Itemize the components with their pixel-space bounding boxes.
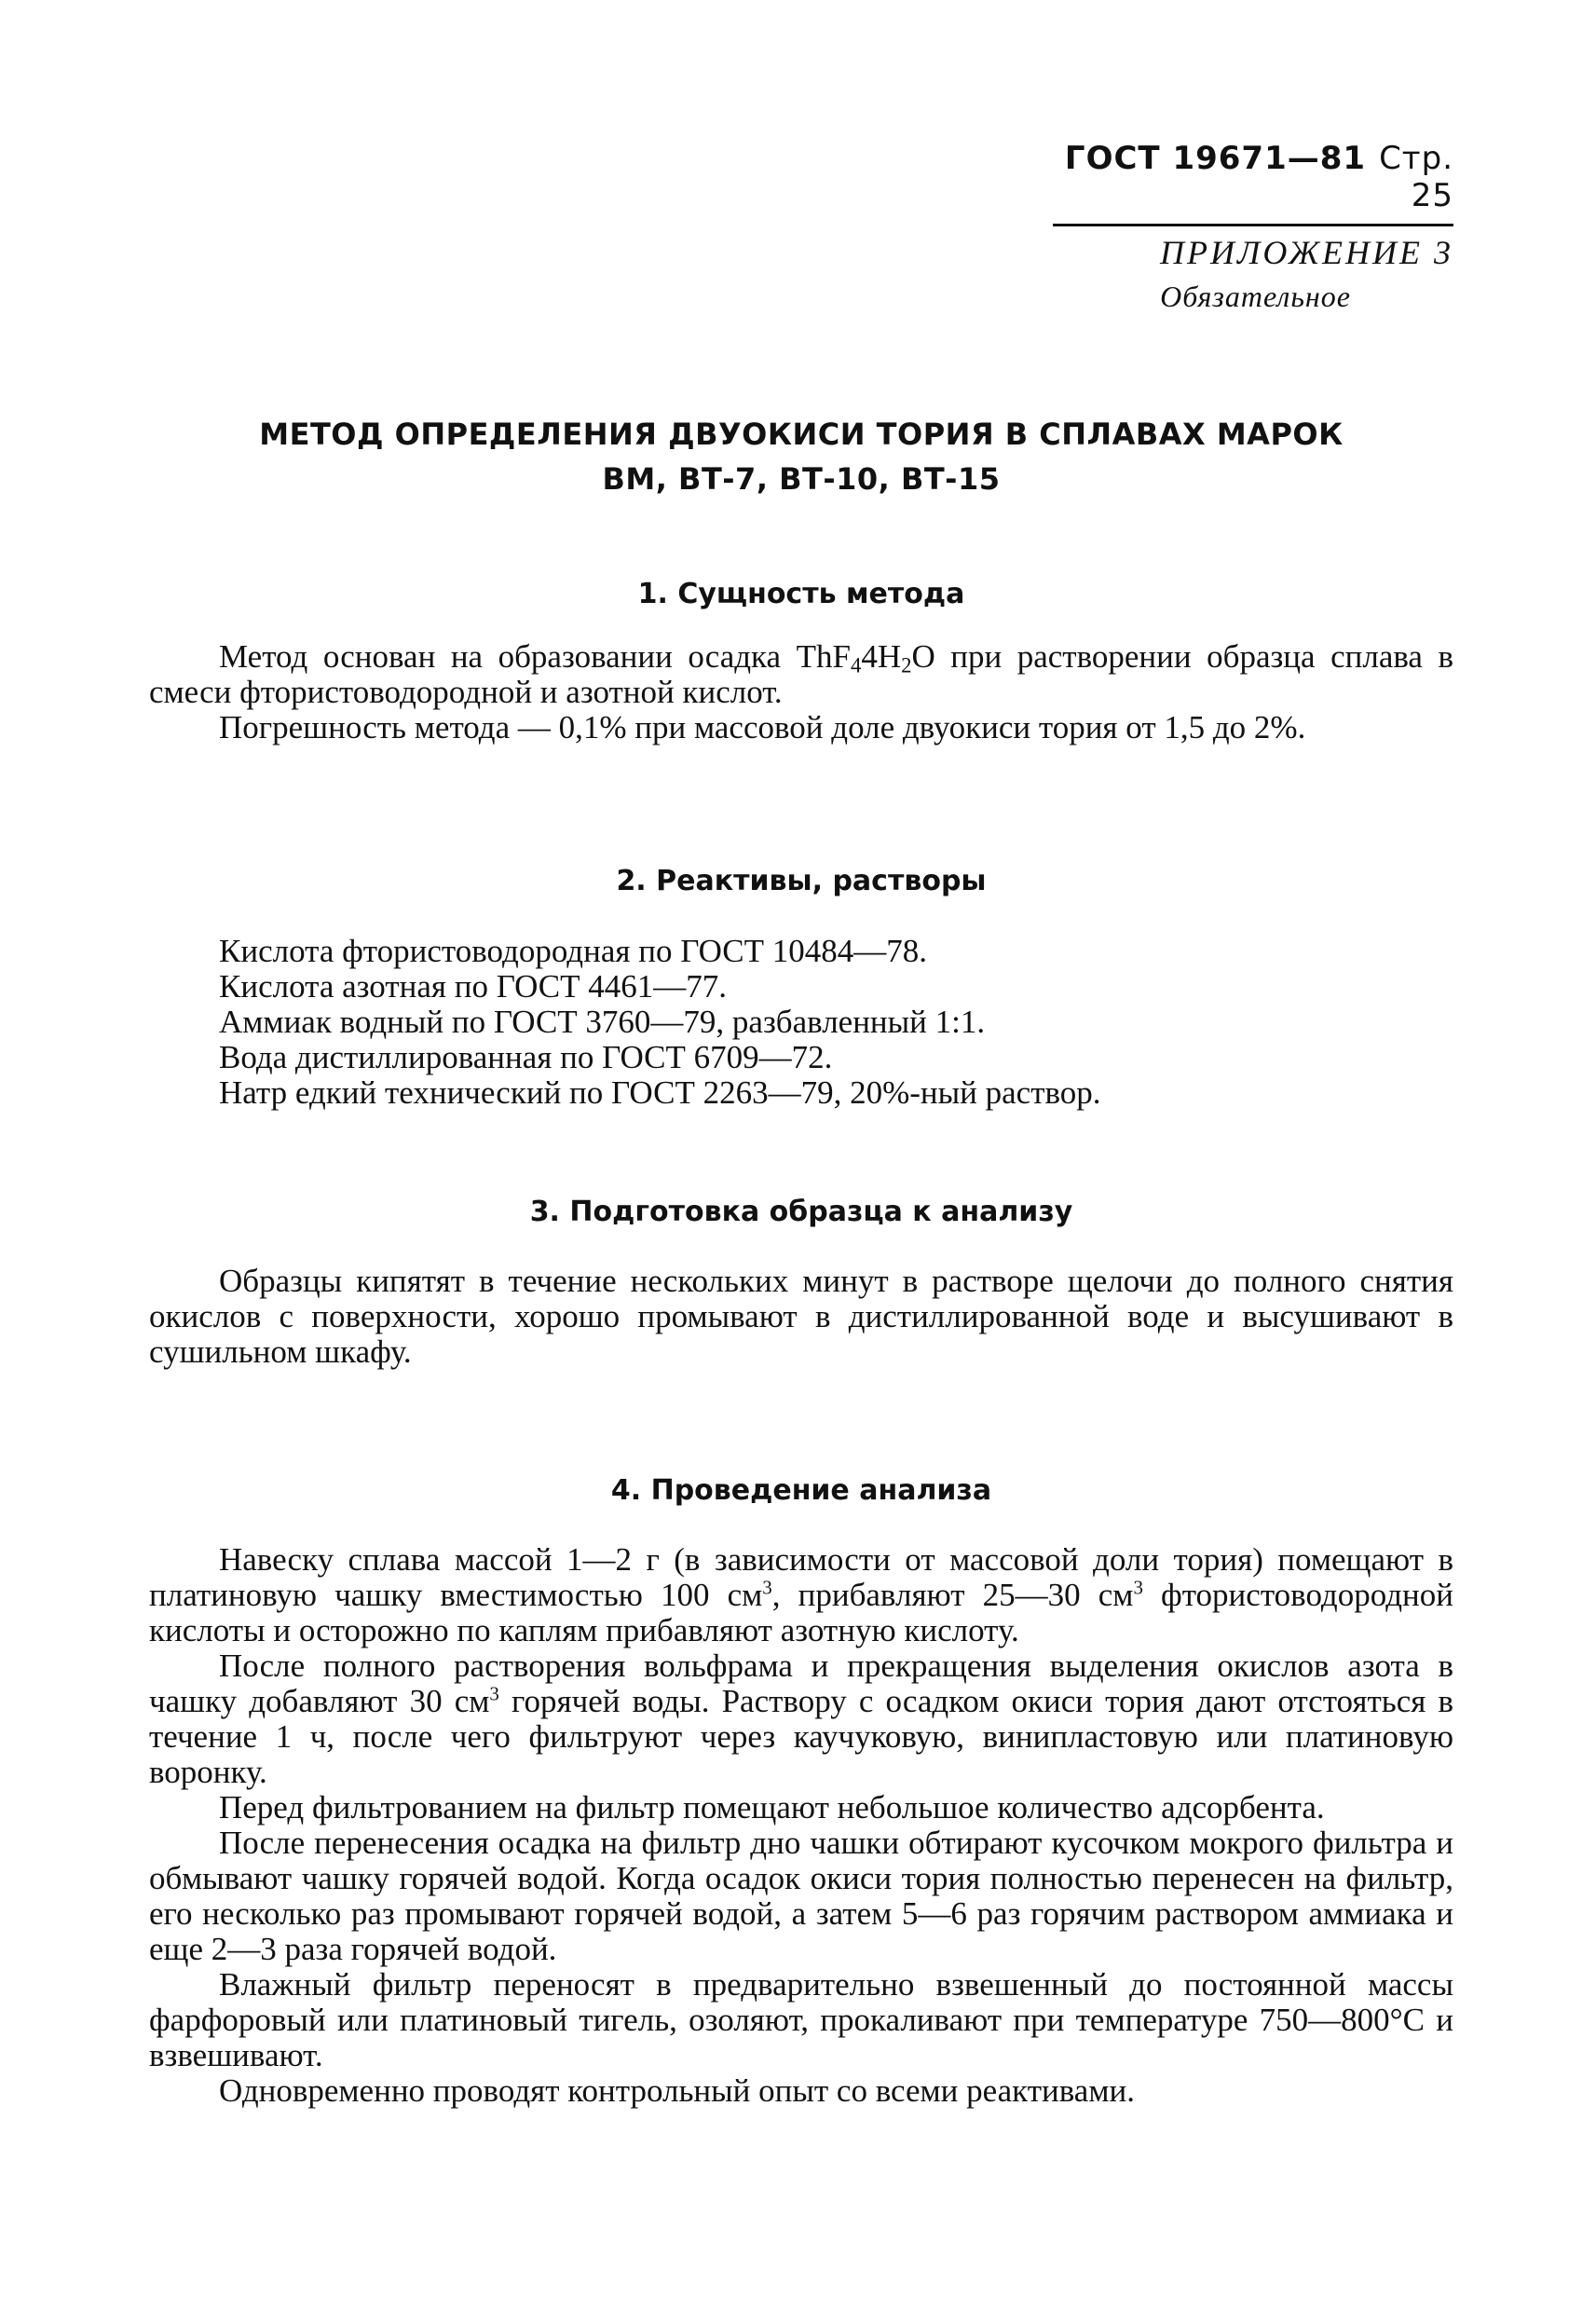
section-4-paragraph-6: Одновременно проводят контрольный опыт со всеми реактивами. [219,2072,1135,2109]
page-header [1053,140,1453,226]
section-4-paragraph-1: Навеску сплава массой 1—2 г (в зависимости от массовой доли тория) помещают в платиновую чашку вместимостью 100 $см^3$, прибавляют 25—30 $см^3$ фтористоводородной кислоты и осторожно по каплям прибавляют азотную кислоту. [149,1541,1453,1648]
list-item: Вода дистиллированная по ГОСТ 6709—72. [219,1039,833,1075]
list-item: Натр едкий технический по ГОСТ 2263—79, 20%-ный раствор. [219,1074,1101,1111]
title-line-1: МЕТОД ОПРЕДЕЛЕНИЯ ДВУОКИСИ ТОРИЯ В СПЛАВАХ МАРОК [259,417,1344,452]
list-item: Кислота азотная по ГОСТ 4461—77. [219,968,727,1005]
document-title [149,412,1453,501]
section-2-heading: 2. Реактивы, растворы [616,865,987,897]
section-4-heading: 4. Проведение анализа [610,1474,992,1507]
section-4-paragraph-5: Влажный фильтр переносят в предварительно взвешенный до постоянной массы фарфоровый или платиновый тигель, озоляют, прокаливают при температуре 750—800°С и взвешивают. [149,1966,1453,2073]
section-1-paragraph-1: Метод основан на образовании осадка $ThF_44H_2O$ при растворении образца сплава в смеси фтористоводородной и азотной кислот. [149,638,1453,710]
section-3-paragraph-1: Образцы кипятят в течение нескольких минут в растворе щелочи до полного снятия окислов с поверхности, хорошо промывают в дистиллированной воде и высушивают в сушильном шкафу. [149,1263,1453,1370]
section-3-body [149,1264,1453,1370]
section-1-heading: 1. Сущность метода [637,578,965,610]
appendix-status: Обязательное [1160,280,1351,313]
section-4-body [149,1542,1453,2109]
section-1-paragraph-2: Погрешность метода — 0,1% при массовой доле двуокиси тория от 1,5 до 2%. [219,709,1306,745]
title-line-2: ВМ, ВТ-7, ВТ-10, ВТ-15 [602,461,1001,497]
section-4-paragraph-2: После полного растворения вольфрама и прекращения выделения окислов азота в чашку добавляют 30 $см^3$ горячей воды. Раствору с осадком окиси тория дают отстояться в течение 1 ч, после чего фильтруют через каучуковую, винипластовую или платиновую воронку. [149,1648,1454,1790]
page-number: Стр. 25 [1379,140,1453,214]
appendix-label: ПРИЛОЖЕНИЕ 3 [1160,234,1453,271]
standard-code: ГОСТ 19671—81 [1064,140,1367,177]
list-item: Аммиак водный по ГОСТ 3760—79, разбавленный 1:1. [219,1004,986,1040]
reagents-list [219,934,1430,1111]
section-4-paragraph-4: После перенесения осадка на фильтр дно чашки обтирают кусочком мокрого фильтра и обмывают чашку горячей водой. Когда осадок окиси тория полностью перенесен на фильтр, его несколько раз промывают горячей водой, а затем 5—6 раз горячим раствором аммиака и еще 2—3 раза горячей водой. [149,1825,1453,1967]
list-item: Кислота фтористоводородная по ГОСТ 10484—78. [219,933,928,969]
section-4-paragraph-3: Перед фильтрованием на фильтр помещают небольшое количество адсорбента. [219,1789,1325,1826]
section-1-body [149,639,1453,745]
section-3-heading: 3. Подготовка образца к анализу [529,1196,1073,1228]
